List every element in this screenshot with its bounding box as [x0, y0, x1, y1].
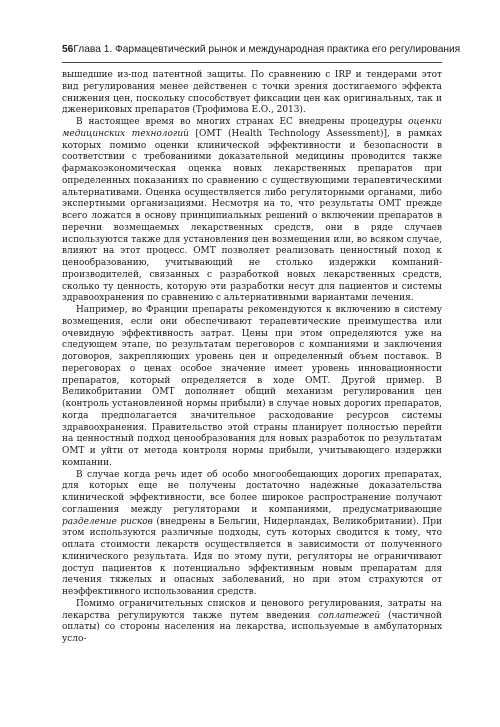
paragraph-text: (частичной оплаты) со стороны населения на лекарства, используемые в амбулаторных усло- — [62, 610, 442, 644]
page-number: 56 — [62, 44, 74, 55]
emphasis-term: оценки медицинских технологий — [62, 117, 442, 139]
paragraph-text: Например, во Франции препараты рекомендуются к включению в систему возмещения, если они обеспечивают терапевтические преимущества или очевидную эффективность затрат. Цены при этом определяются уже на следующем этапе, по результатам переговоров с компаниями и заключения договоров, закрепляющих уровень цен и определенный объем поставок. В переговорах о ценах особое значение имеет уровень инновационности препаратов, который определяется в ходе ОМТ. Другой пример. В Великобритании ОМТ дополняет общий механизм регулирования цен (контроль установленной нормы прибыли) в случае новых дорогих препаратов, когда предполагается значительное расходование ресурсов системы здравоохранения. Правительство этой страны планирует полностью перейти на ценностный подход ценообразования для новых разработок по результатам ОМТ и уйти от метода контроля нормы прибыли, учитывающего издержки компании. — [62, 305, 442, 468]
paragraph-1 — [62, 70, 442, 117]
paragraph-5 — [62, 599, 442, 646]
paragraph-4 — [62, 470, 442, 599]
emphasis-term: соплатежей — [318, 610, 381, 621]
paragraph-text: В случае когда речь идет об особо многообещающих дорогих препаратах, для которых еще не получены достаточно надежные доказательства клинической эффективности, все более широкое распространение получают соглашения между регуляторами и компаниями, предусматривающие — [62, 469, 442, 515]
paragraph-2 — [62, 117, 442, 305]
header-divider — [62, 62, 442, 63]
paragraph-text: [ОМТ (Health Technology Assessment)], в рамках которых помимо оценки клинической эффективности и безопасности в соответствии с требованиями доказательной медицины проводится также фармакоэкономическая оценка новых лекарственных препаратов при определенных показаниях по сравнению с существующими терапевтическими альтернативами. Оценка осуществляется либо регуляторными органами, либо экспертными организациями. Несмотря на то, что результаты ОМТ прежде всего ложатся в основу принципиальных решений о включении препаратов в перечни возмещаемых лекарственных средств, они в ряде случаев используются также для установления цен возмещения или, во всяком случае, влияют на этот процесс. ОМТ позволяет реализовать ценностный поход к ценообразованию, учитывающий не столько издержки компаний-производителей, связанных с разработкой новых лекарственных средств, сколько ту ценность, которую эти разработки несут для пациентов и системы здравоохранения по сравнению с альтернативными вариантами лечения. — [62, 128, 443, 304]
paragraph-3 — [62, 305, 442, 470]
body-text — [62, 70, 442, 646]
chapter-title: Глава 1. Фармацевтический рынок и международная практика его регулирования — [73, 44, 461, 55]
paragraph-text: Помимо ограничительных списков и ценового регулирования, затраты на лекарства регулируются также путем введения — [62, 598, 442, 621]
emphasis-term: разделение рисков — [62, 516, 153, 527]
running-header — [62, 44, 461, 60]
paragraph-text: (внедрены в Бельгии, Нидерландах, Великобритании). При этом используются различные подходы, суть которых сводится к тому, что оплата стоимости лекарств осуществляется в зависимости от полученного клинического результата. Идя по этому пути, регуляторы не ограничивают доступ пациентов к потенциально эффективным новым препаратам для лечения тяжелых и опасных заболеваний, но при этом страхуются от неэффективного использования средств. — [62, 516, 442, 597]
paragraph-text: вышедшие из-под патентной защиты. По сравнению с IRP и тендерами этот вид регулирования менее действенен с точки зрения достигаемого эффекта снижения цен, поскольку способствует фиксации цен как оригинальных, так и дженериковых препаратов (Трофимова Е.О., 2013). — [62, 70, 442, 116]
paragraph-text: В настоящее время во многих странах ЕС внедрены процедуры — [76, 117, 409, 127]
